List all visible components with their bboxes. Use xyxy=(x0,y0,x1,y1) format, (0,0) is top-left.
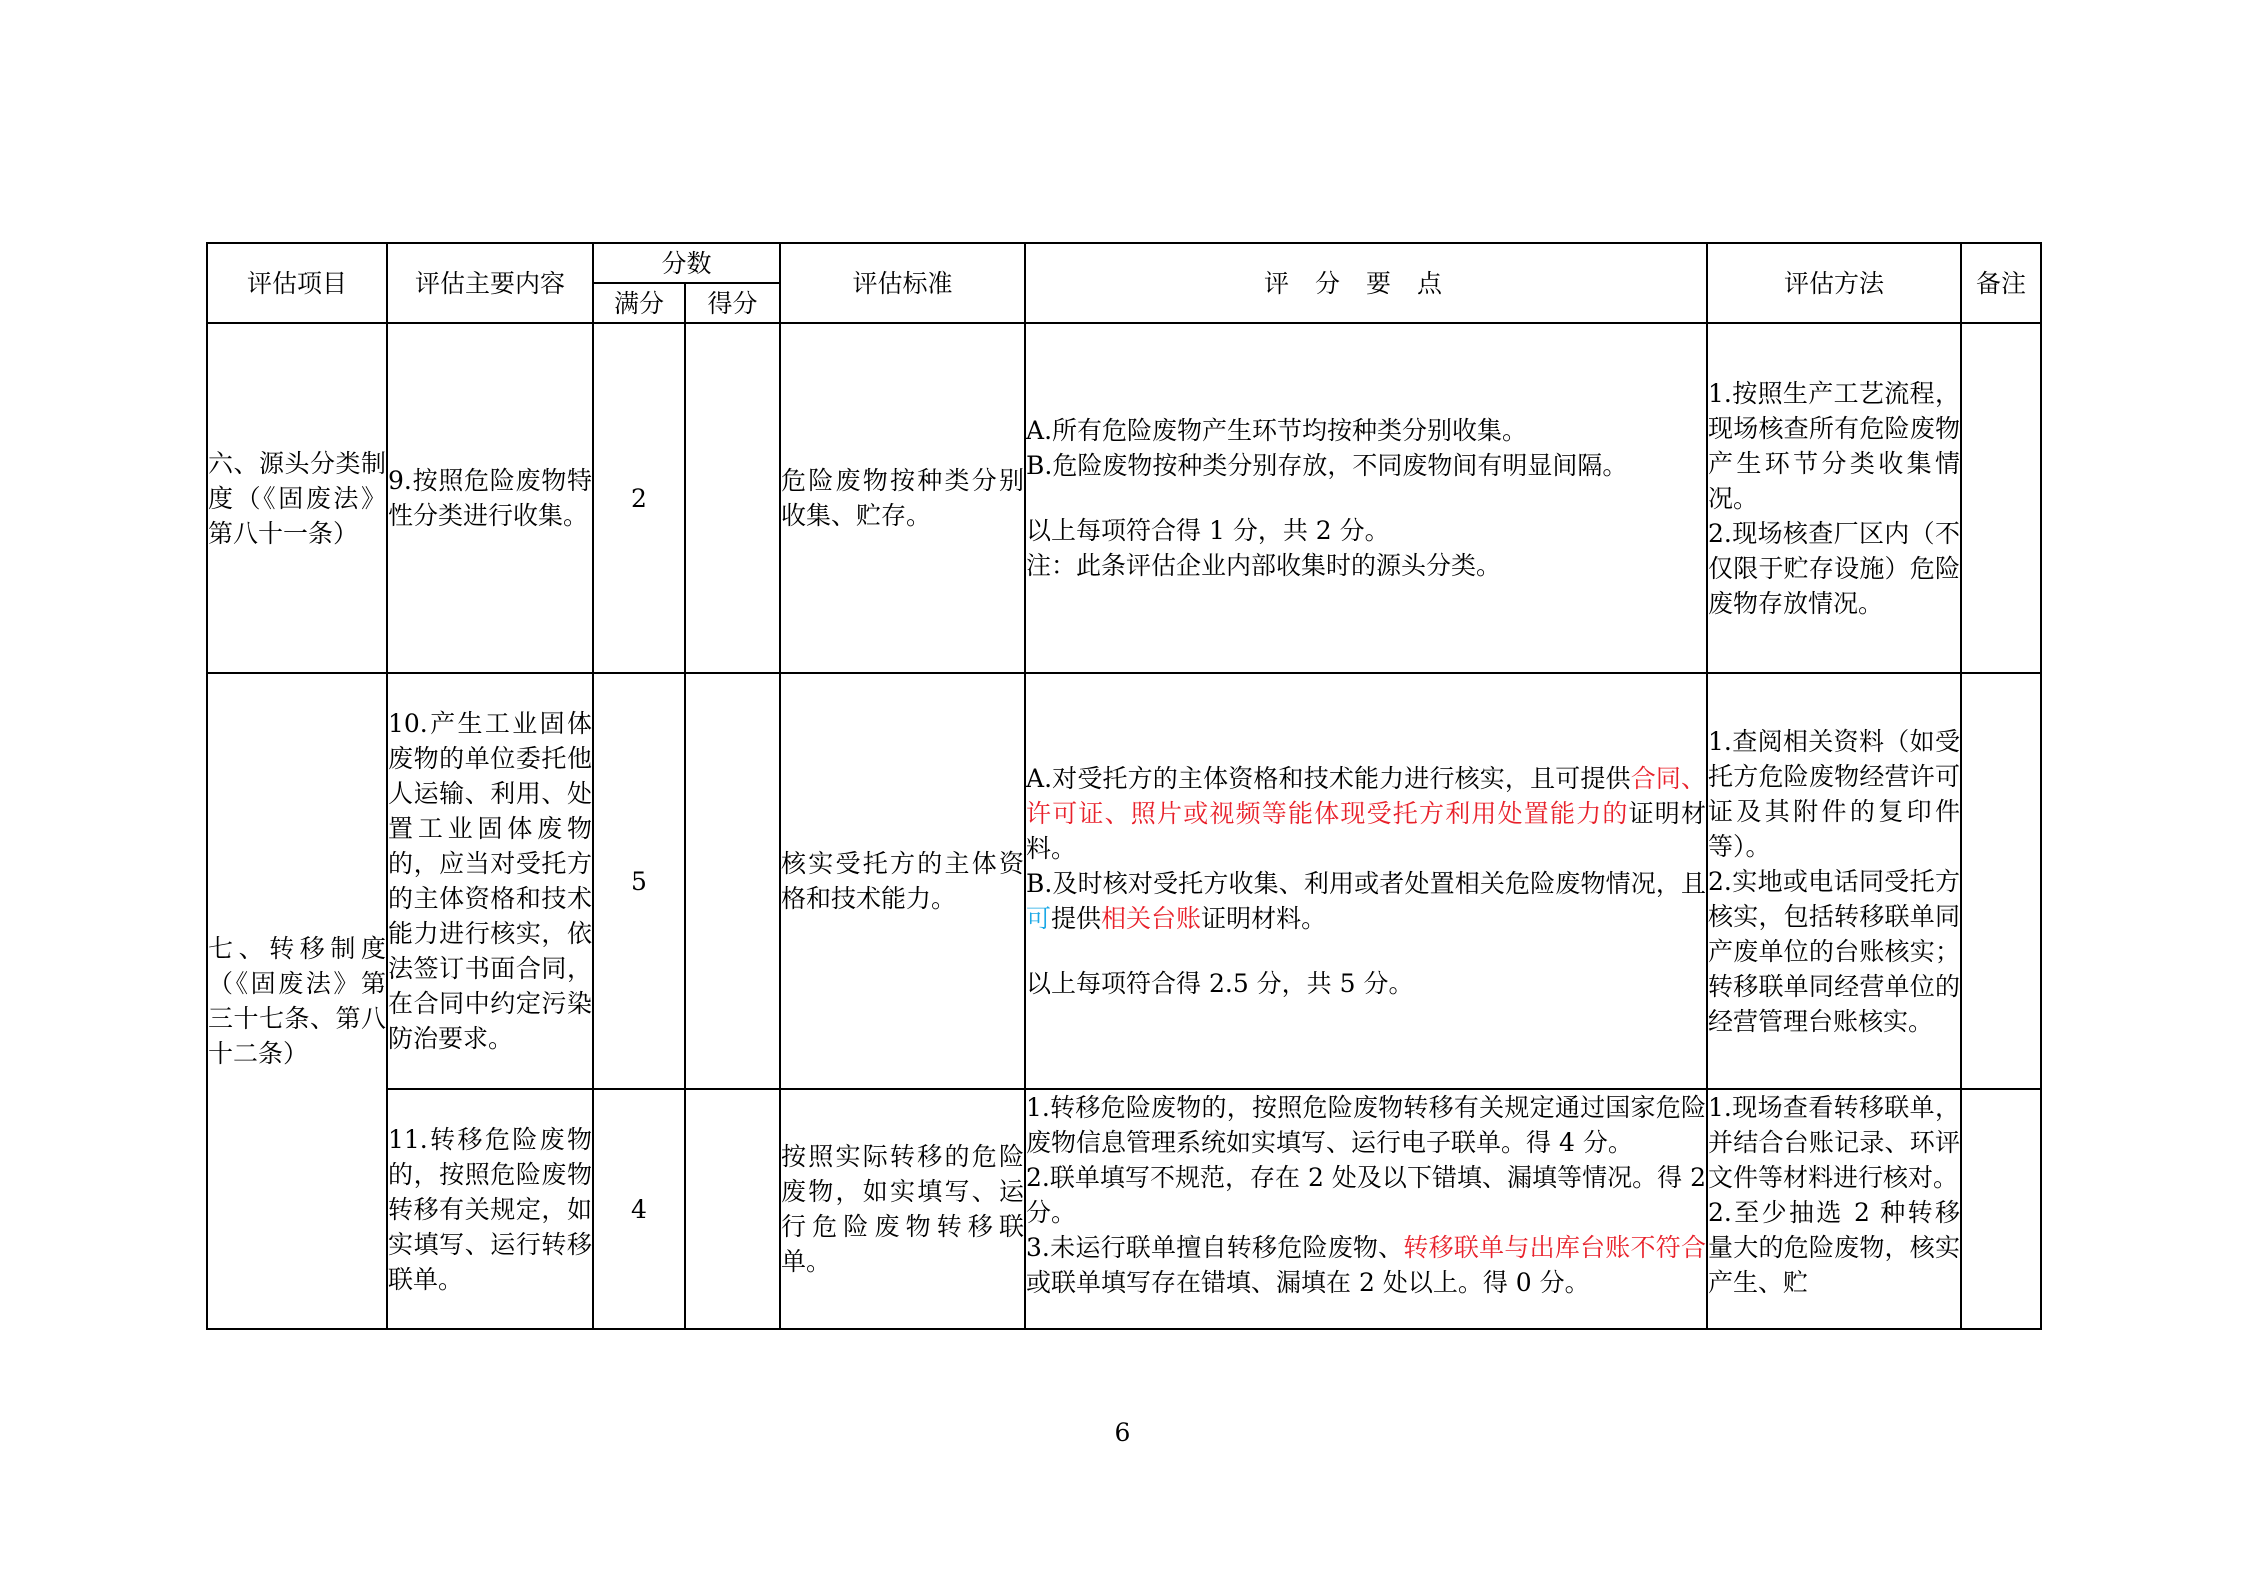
points-cell xyxy=(1025,1089,1707,1329)
remark-cell xyxy=(1961,1089,2041,1329)
method-1: 1.现场查看转移联单，并结合台账记录、环评文件等材料进行核对。 xyxy=(1708,1093,1961,1192)
point-b: B.及时核对受托方收集、利用或者处置相关危险废物情况，且可提供相关台账证明材料。 xyxy=(1026,869,1707,933)
point-score: 以上每项符合得 2.5 分，共 5 分。 xyxy=(1026,969,1414,998)
header-got-score: 得分 xyxy=(685,283,780,323)
got-score-cell xyxy=(685,323,780,673)
page-number: 6 xyxy=(1114,1418,1131,1447)
header-item: 评估项目 xyxy=(207,243,387,323)
method-cell xyxy=(1707,673,1961,1089)
point-3: 3.未运行联单擅自转移危险废物、转移联单与出库台账不符合或联单填写存在错填、漏填在 2 处以上。得 0 分。 xyxy=(1026,1233,1706,1297)
point-score: 以上每项符合得 1 分，共 2 分。 xyxy=(1026,516,1390,545)
full-score-cell: 5 xyxy=(593,673,685,1089)
table-row xyxy=(207,1089,2041,1329)
remark-cell xyxy=(1961,323,2041,673)
got-score-cell xyxy=(685,673,780,1089)
standard-cell: 核实受托方的主体资格和技术能力。 xyxy=(780,673,1025,1089)
full-score-cell: 4 xyxy=(593,1089,685,1329)
header-points: 评分要点 xyxy=(1025,243,1707,323)
standard-cell: 按照实际转移的危险废物，如实填写、运行危险废物转移联单。 xyxy=(780,1089,1025,1329)
method-1: 1.查阅相关资料（如受托方危险废物经营许可证及其附件的复印件等）。 xyxy=(1708,726,1961,861)
content-cell: 11.转移危险废物的，按照危险废物转移有关规定，如实填写、运行转移联单。 xyxy=(387,1089,593,1329)
method-cell xyxy=(1707,1089,1961,1329)
content-cell: 9.按照危险废物特性分类进行收集。 xyxy=(387,323,593,673)
remark-cell xyxy=(1961,673,2041,1089)
points-cell xyxy=(1025,673,1707,1089)
point-b: B.危险废物按种类分别存放，不同废物间有明显间隔。 xyxy=(1026,451,1628,480)
points-cell xyxy=(1025,323,1707,673)
method-1: 1.按照生产工艺流程，现场核查所有危险废物产生环节分类收集情况。 xyxy=(1708,378,1961,513)
method-2: 2.实地或电话同受托方核实，包括转移联单同产废单位的台账核实；转移联单同经营单位的经营管理台账核实。 xyxy=(1708,866,1961,1036)
header-note: 备注 xyxy=(1961,243,2041,323)
full-score-cell: 2 xyxy=(593,323,685,673)
content-cell: 10.产生工业固体废物的单位委托他人运输、利用、处置工业固体废物的，应当对受托方的主体资格和技术能力进行核实，依法签订书面合同，在合同中约定污染防治要求。 xyxy=(387,673,593,1089)
standard-cell: 危险废物按种类分别收集、贮存。 xyxy=(780,323,1025,673)
point-note: 注：此条评估企业内部收集时的源头分类。 xyxy=(1026,551,1502,580)
item-cell: 七、转移制度（《固废法》第三十七条、第八十二条） xyxy=(207,673,387,1329)
header-standard: 评估标准 xyxy=(780,243,1025,323)
point-1: 1.转移危险废物的，按照危险废物转移有关规定通过国家危险废物信息管理系统如实填写、运行电子联单。得 4 分。 xyxy=(1026,1093,1707,1157)
method-cell xyxy=(1707,323,1961,673)
point-a: A.所有危险废物产生环节均按种类分别收集。 xyxy=(1026,416,1528,445)
got-score-cell xyxy=(685,1089,780,1329)
header-content: 评估主要内容 xyxy=(387,243,593,323)
assessment-table xyxy=(206,242,2042,1330)
method-2: 2.至少抽选 2 种转移量大的危险废物，核实产生、贮 xyxy=(1708,1198,1961,1297)
point-a: A.对受托方的主体资格和技术能力进行核实，且可提供合同、许可证、照片或视频等能体现受托方利用处置能力的证明材料。 xyxy=(1026,764,1706,863)
point-2: 2.联单填写不规范，存在 2 处及以下错填、漏填等情况。得 2 分。 xyxy=(1026,1163,1707,1227)
table-row xyxy=(207,323,2041,673)
header-method: 评估方法 xyxy=(1707,243,1961,323)
method-2: 2.现场核查厂区内（不仅限于贮存设施）危险废物存放情况。 xyxy=(1708,518,1961,618)
item-cell: 六、源头分类制度（《固废法》第八十一条） xyxy=(207,323,387,673)
table-row xyxy=(207,673,2041,1089)
header-full-score: 满分 xyxy=(593,283,685,323)
header-score: 分数 xyxy=(593,243,780,283)
